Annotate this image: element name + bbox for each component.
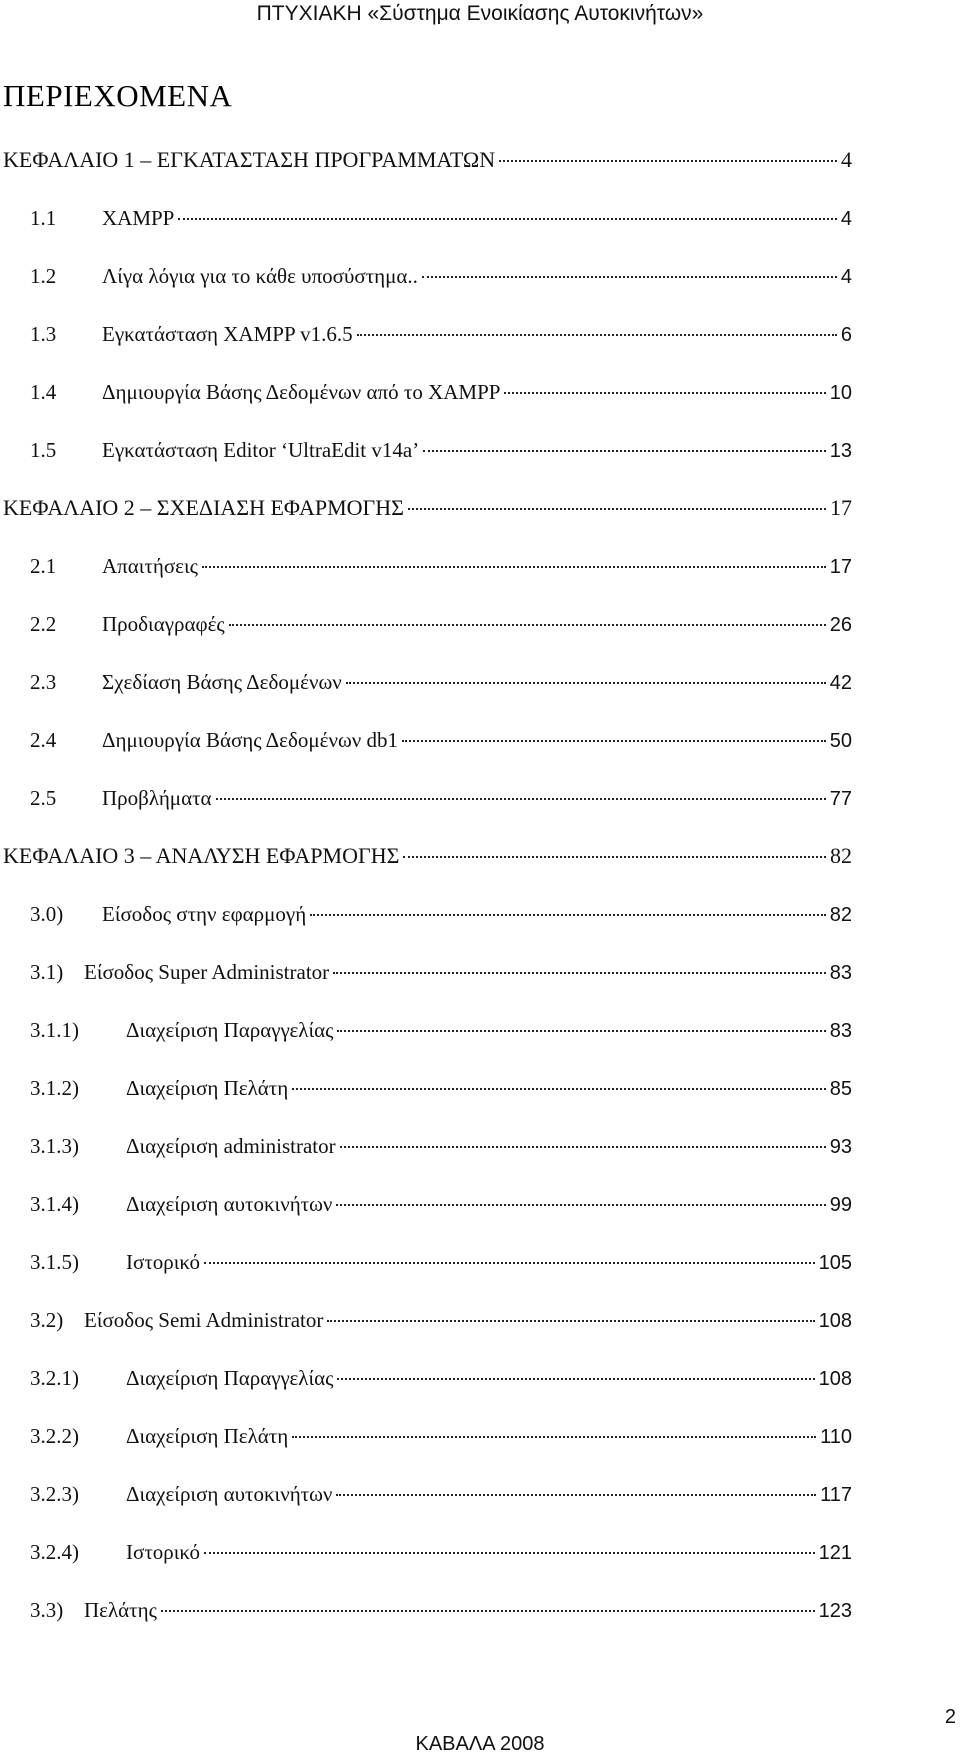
toc-entry-page: 82 — [830, 843, 852, 868]
toc-entry-title: Διαχείριση Παραγγελίας — [126, 1018, 334, 1042]
toc-entry-page: 117 — [820, 1484, 852, 1506]
dot-leader — [408, 508, 826, 510]
toc-chapter-2[interactable] — [3, 495, 852, 521]
dot-leader — [204, 1552, 815, 1554]
toc-chapter-1[interactable] — [3, 147, 852, 173]
dot-leader — [337, 1378, 814, 1380]
toc-entry-number: 3.2.1) — [30, 1366, 79, 1390]
toc-entry-title: Διαχείριση αυτοκινήτων — [126, 1192, 333, 1216]
toc-entry-number: 3.2.3) — [30, 1482, 79, 1506]
dot-leader — [216, 798, 826, 800]
toc-entry-number: 3.1.4) — [30, 1192, 79, 1216]
toc-entry-3-2-3[interactable] — [30, 1482, 852, 1507]
toc-entry-3-1-4[interactable] — [30, 1192, 852, 1217]
toc-entry-page: 85 — [829, 1078, 852, 1100]
toc-entry-3-2-1[interactable] — [30, 1366, 852, 1391]
toc-entry-title: Προβλήματα — [102, 786, 212, 810]
toc-entry-page: 83 — [829, 1020, 852, 1042]
toc-entry-number: 1.5 — [30, 438, 57, 462]
toc-entry-title: Είσοδος Semi Administrator — [84, 1308, 324, 1332]
toc-entry-page: 50 — [829, 730, 852, 752]
toc-entry-number: 3.1.1) — [30, 1018, 79, 1042]
toc-entry-title: Είσοδος Super Administrator — [84, 960, 330, 984]
dot-leader — [161, 1610, 815, 1612]
toc-entry-page: 110 — [820, 1426, 852, 1448]
toc-entry-number: ΚΕΦΑΛΑΙΟ 3 – ΑΝΑΛΥΣΗ ΕΦΑΡΜΟΓΗΣ — [3, 843, 400, 868]
toc-entry-title: Διαχείριση administrator — [126, 1134, 336, 1158]
toc-entry-number: 1.3 — [30, 322, 57, 346]
toc-entry-number: ΚΕΦΑΛΑΙΟ 1 – ΕΓΚΑΤΑΣΤΑΣΗ ΠΡΟΓΡΑΜΜΑΤΩΝ — [3, 147, 496, 172]
toc-entry-number: 2.3 — [30, 670, 57, 694]
toc-entry-number: ΚΕΦΑΛΑΙΟ 2 – ΣΧΕΔΙΑΣΗ ΕΦΑΡΜΟΓΗΣ — [3, 495, 404, 520]
dot-leader — [327, 1320, 814, 1322]
dot-leader — [178, 218, 837, 220]
toc-entry-2-3[interactable] — [30, 670, 852, 695]
dot-leader — [337, 1030, 825, 1032]
dot-leader — [403, 856, 826, 858]
toc-entry-page: 4 — [840, 266, 852, 288]
toc-entry-3-2-4[interactable] — [30, 1540, 852, 1565]
toc-entry-number: 1.1 — [30, 206, 57, 230]
toc-entry-3-2-2[interactable] — [30, 1424, 852, 1449]
toc-entry-title: Διαχείριση Πελάτη — [126, 1424, 289, 1448]
toc-entry-number: 3.1.2) — [30, 1076, 79, 1100]
dot-leader — [402, 740, 826, 742]
toc-entry-title: Δημιουργία Βάσης Δεδομένων από το XAMPP — [102, 380, 501, 404]
toc-entry-number: 2.5 — [30, 786, 57, 810]
toc-entry-page: 108 — [818, 1368, 852, 1390]
toc-entry-3-3[interactable] — [30, 1598, 852, 1623]
toc-entry-1-2[interactable] — [30, 264, 852, 289]
toc-entry-page: 26 — [829, 614, 852, 636]
toc-entry-title: Είσοδος στην εφαρμογή — [102, 902, 307, 926]
toc-entry-page: 99 — [829, 1194, 852, 1216]
dot-leader — [340, 1146, 826, 1148]
toc-entry-number: 2.2 — [30, 612, 57, 636]
toc-entry-page: 83 — [829, 962, 852, 984]
toc-entry-page: 13 — [829, 440, 852, 462]
toc-entry-number: 1.4 — [30, 380, 57, 404]
dot-leader — [204, 1262, 815, 1264]
toc-entry-title: XAMPP — [102, 206, 175, 230]
dot-leader — [310, 914, 826, 916]
toc-entry-page: 82 — [829, 904, 852, 926]
toc-entry-title: Απαιτήσεις — [102, 554, 198, 578]
toc-entry-1-3[interactable] — [30, 322, 852, 347]
dot-leader — [423, 450, 826, 452]
toc-entry-title: Προδιαγραφές — [102, 612, 225, 636]
dot-leader — [504, 392, 825, 394]
toc-entry-page: 17 — [829, 556, 852, 578]
toc-entry-title: Εγκατάσταση Editor ‘UltraEdit v14a’ — [102, 438, 420, 462]
toc-entry-1-1[interactable] — [30, 206, 852, 231]
toc-entry-number: 3.3) — [30, 1598, 64, 1622]
toc-entry-page: 108 — [818, 1310, 852, 1332]
document-footer: ΚΑΒΑΛΑ 2008 — [415, 1733, 545, 1755]
toc-entry-number: 3.2.2) — [30, 1424, 79, 1448]
dot-leader — [336, 1494, 816, 1496]
toc-entry-page: 6 — [840, 324, 852, 346]
toc-entry-2-5[interactable] — [30, 786, 852, 811]
toc-entry-page: 121 — [818, 1542, 852, 1564]
dot-leader — [346, 682, 826, 684]
dot-leader — [336, 1204, 825, 1206]
toc-entry-number: 3.2) — [30, 1308, 64, 1332]
toc-entry-page: 4 — [840, 208, 852, 230]
toc-entry-1-5[interactable] — [30, 438, 852, 463]
dot-leader — [229, 624, 826, 626]
toc-entry-number: 2.1 — [30, 554, 57, 578]
toc-entry-title: Διαχείριση Πελάτη — [126, 1076, 289, 1100]
page-number: 2 — [944, 1706, 956, 1728]
toc-entry-1-4[interactable] — [30, 380, 852, 405]
toc-entry-page: 77 — [829, 788, 852, 810]
toc-entry-page: 4 — [841, 147, 852, 172]
toc-entry-3-1-2[interactable] — [30, 1076, 852, 1101]
toc-entry-number: 3.1) — [30, 960, 64, 984]
toc-entry-2-2[interactable] — [30, 612, 852, 637]
toc-entry-page: 10 — [829, 382, 852, 404]
toc-entry-title: Διαχείριση Παραγγελίας — [126, 1366, 334, 1390]
toc-entry-number: 1.2 — [30, 264, 57, 288]
toc-entry-3-0[interactable] — [30, 902, 852, 927]
toc-entry-number: 3.1.5) — [30, 1250, 79, 1274]
toc-entry-title: Πελάτης — [84, 1598, 157, 1622]
toc-entry-number: 2.4 — [30, 728, 57, 752]
toc-entry-title: Εγκατάσταση XAMPP v1.6.5 — [102, 322, 353, 346]
toc-entry-title: Σχεδίαση Βάσης Δεδομένων — [102, 670, 342, 694]
toc-entry-title: Διαχείριση αυτοκινήτων — [126, 1482, 333, 1506]
toc-entry-number: 3.2.4) — [30, 1540, 79, 1564]
toc-entry-3-1-5[interactable] — [30, 1250, 852, 1275]
dot-leader — [202, 566, 826, 568]
dot-leader — [357, 334, 837, 336]
toc-entry-page: 123 — [818, 1600, 852, 1622]
toc-entry-3-1[interactable] — [30, 960, 852, 985]
dot-leader — [292, 1088, 826, 1090]
toc-entry-3-1-1[interactable] — [30, 1018, 852, 1043]
document-header: ΠΤΥΧΙΑΚΗ «Σύστημα Ενοικίασης Αυτοκινήτων» — [256, 2, 704, 25]
toc-entry-title: Ιστορικό — [126, 1250, 201, 1274]
dot-leader — [333, 972, 826, 974]
toc-entry-page: 93 — [829, 1136, 852, 1158]
toc-entry-title: Λίγα λόγια για το κάθε υποσύστημα.. — [102, 264, 418, 288]
toc-entry-page: 105 — [818, 1252, 852, 1274]
toc-entry-title: Ιστορικό — [126, 1540, 201, 1564]
toc-entry-page: 42 — [829, 672, 852, 694]
dot-leader — [499, 160, 837, 162]
toc-entry-page: 17 — [830, 495, 852, 520]
toc-entry-3-1-3[interactable] — [30, 1134, 852, 1159]
dot-leader — [292, 1436, 816, 1438]
toc-entry-number: 3.0) — [30, 902, 64, 926]
toc-chapter-3[interactable] — [3, 843, 852, 869]
toc-title: ΠΕΡΙΕΧΟΜΕΝΑ — [3, 78, 233, 113]
toc-entry-2-1[interactable] — [30, 554, 852, 579]
dot-leader — [422, 276, 837, 278]
toc-entry-3-2[interactable] — [30, 1308, 852, 1333]
toc-entry-number: 3.1.3) — [30, 1134, 79, 1158]
toc-entry-2-4[interactable] — [30, 728, 852, 753]
toc-entry-title: Δημιουργία Βάσης Δεδομένων db1 — [102, 728, 399, 752]
